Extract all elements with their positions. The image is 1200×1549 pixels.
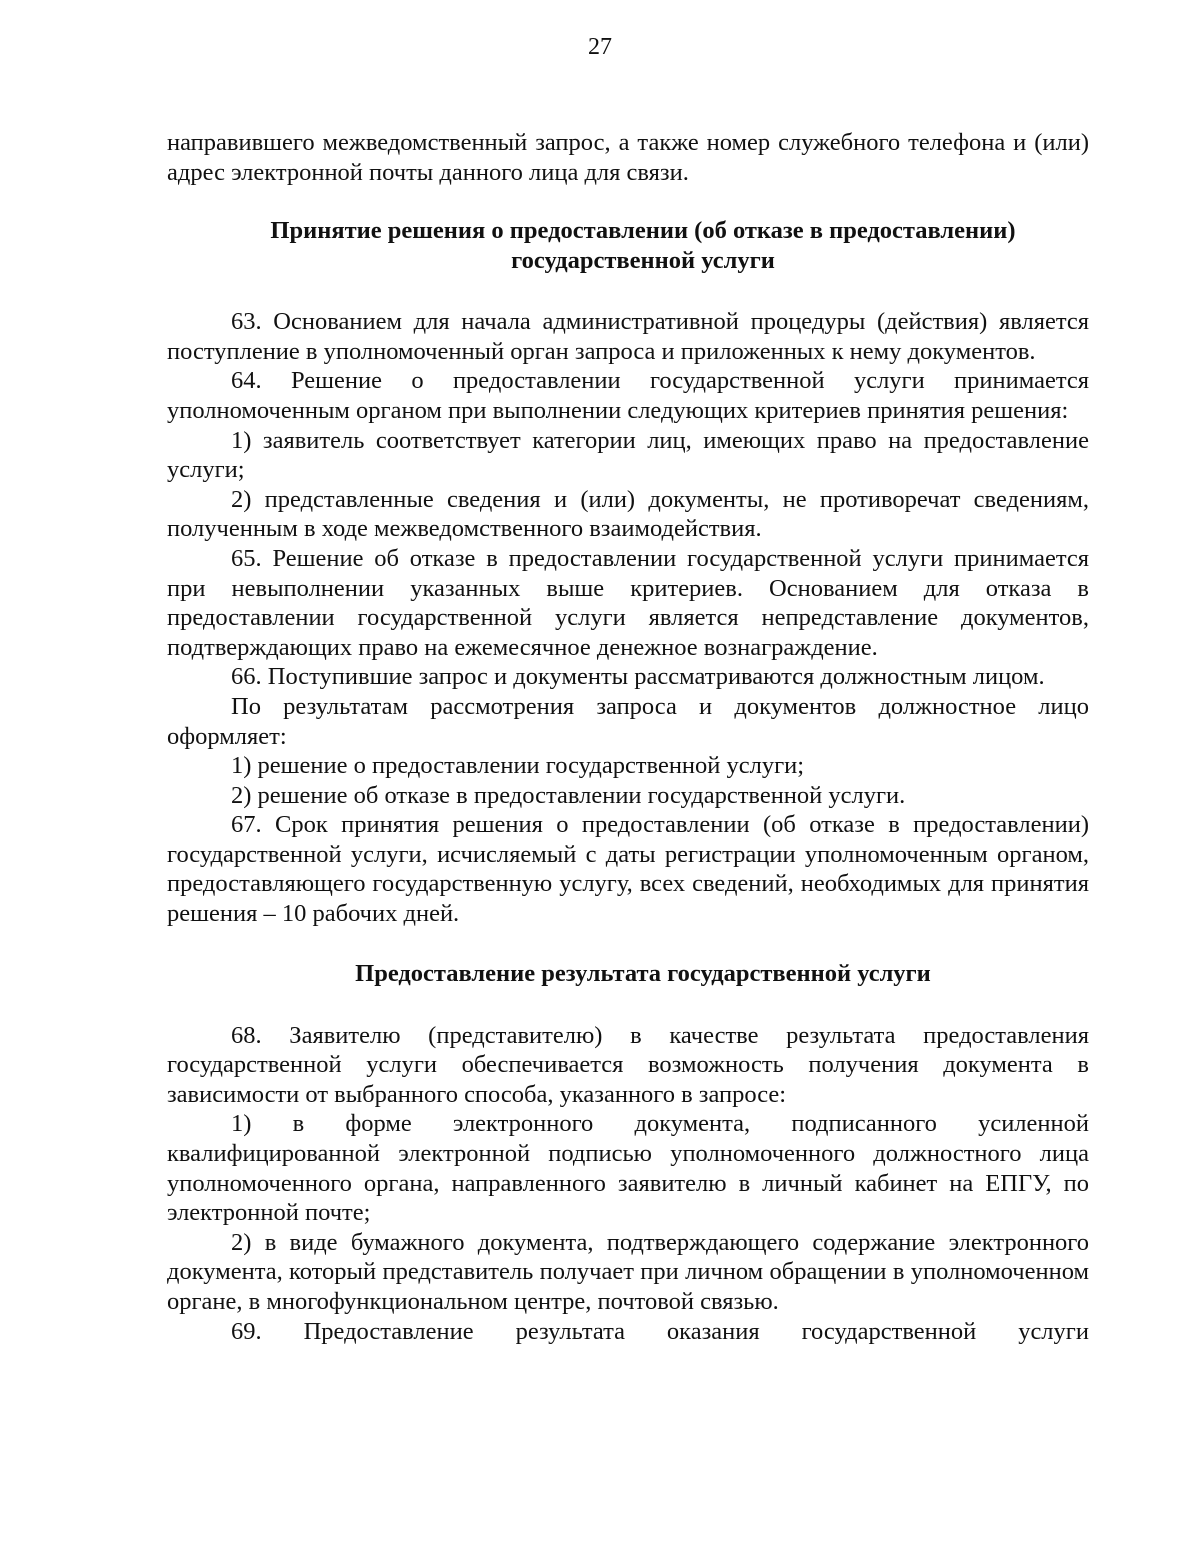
- paragraph-68: 68. Заявителю (представителю) в качестве результата предоставления государственной услуги обеспечивается возможность получения документа в зависимости от выбранного способа, указанного в запросе:: [167, 1021, 1089, 1108]
- paragraph-66-results: По результатам рассмотрения запроса и документов должностное лицо оформляет:: [167, 692, 1089, 750]
- paragraph-continuation: направившего межведомственный запрос, а также номер служебного телефона и (или) адрес электронной почты данного лица для связи.: [167, 129, 1089, 186]
- document-body: [167, 128, 1089, 1346]
- page-number: 27: [588, 34, 612, 60]
- word: Предоставление: [303, 1317, 474, 1345]
- heading-line: Принятие решения о предоставлении (об отказе в предоставлении): [270, 217, 1016, 245]
- paragraph-63: 63. Основанием для начала административной процедуры (действия) является поступление в уполномоченный орган запроса и приложенных к нему документов.: [167, 308, 1089, 365]
- paragraph-65: 65. Решение об отказе в предоставлении государственной услуги принимается при невыполнении указанных выше критериев. Основанием для отказа в предоставлении государственной услуги является непредставление документов, подтверждающих право на ежемесячное денежное вознаграждение.: [167, 544, 1089, 661]
- list-item-64-1: 1) заявитель соответствует категории лиц, имеющих право на предоставление услуги;: [167, 426, 1089, 484]
- word: государственной: [801, 1317, 977, 1345]
- list-item-68-1: 1) в форме электронного документа, подписанного усиленной квалифицированной электронной подписью уполномоченного должностного лица уполномоченного органа, направленного заявителю в личный кабинет на ЕПГУ, по электронной почте;: [167, 1110, 1089, 1227]
- list-item-66-1: 1) решение о предоставлении государственной услуги;: [231, 752, 805, 780]
- section-heading-result: Предоставление результата государственной услуги: [355, 959, 931, 987]
- word: услуги: [1018, 1317, 1089, 1345]
- paragraph-66: 66. Поступившие запрос и документы рассматриваются должностным лицом.: [231, 663, 1045, 691]
- section-heading-decision: [167, 216, 1089, 276]
- paragraph-64: 64. Решение о предоставлении государственной услуги принимается уполномоченным органом при выполнении следующих критериев принятия решения:: [167, 367, 1089, 424]
- paragraph-67: 67. Срок принятия решения о предоставлении (об отказе в предоставлении) государственной услуги, исчисляемый с даты регистрации уполномоченным органом, предоставляющего государственную услугу, всех сведений, необходимых для принятия решения – 10 рабочих дней.: [167, 811, 1089, 928]
- word: результата: [515, 1317, 625, 1345]
- list-item-66-2: 2) решение об отказе в предоставлении государственной услуги.: [231, 781, 906, 809]
- word: оказания: [666, 1317, 760, 1345]
- list-item-68-2: 2) в виде бумажного документа, подтверждающего содержание электронного документа, который представитель получает при личном обращении в уполномоченном органе, в многофункциональном центре, почтовой связью.: [167, 1228, 1089, 1315]
- list-item-64-2: 2) представленные сведения и (или) документы, не противоречат сведениям, полученным в ходе межведомственного взаимодействия.: [167, 485, 1089, 543]
- heading-line: государственной услуги: [511, 247, 775, 275]
- paragraph-69-first-line: [167, 1317, 1089, 1347]
- word: 69.: [231, 1317, 262, 1345]
